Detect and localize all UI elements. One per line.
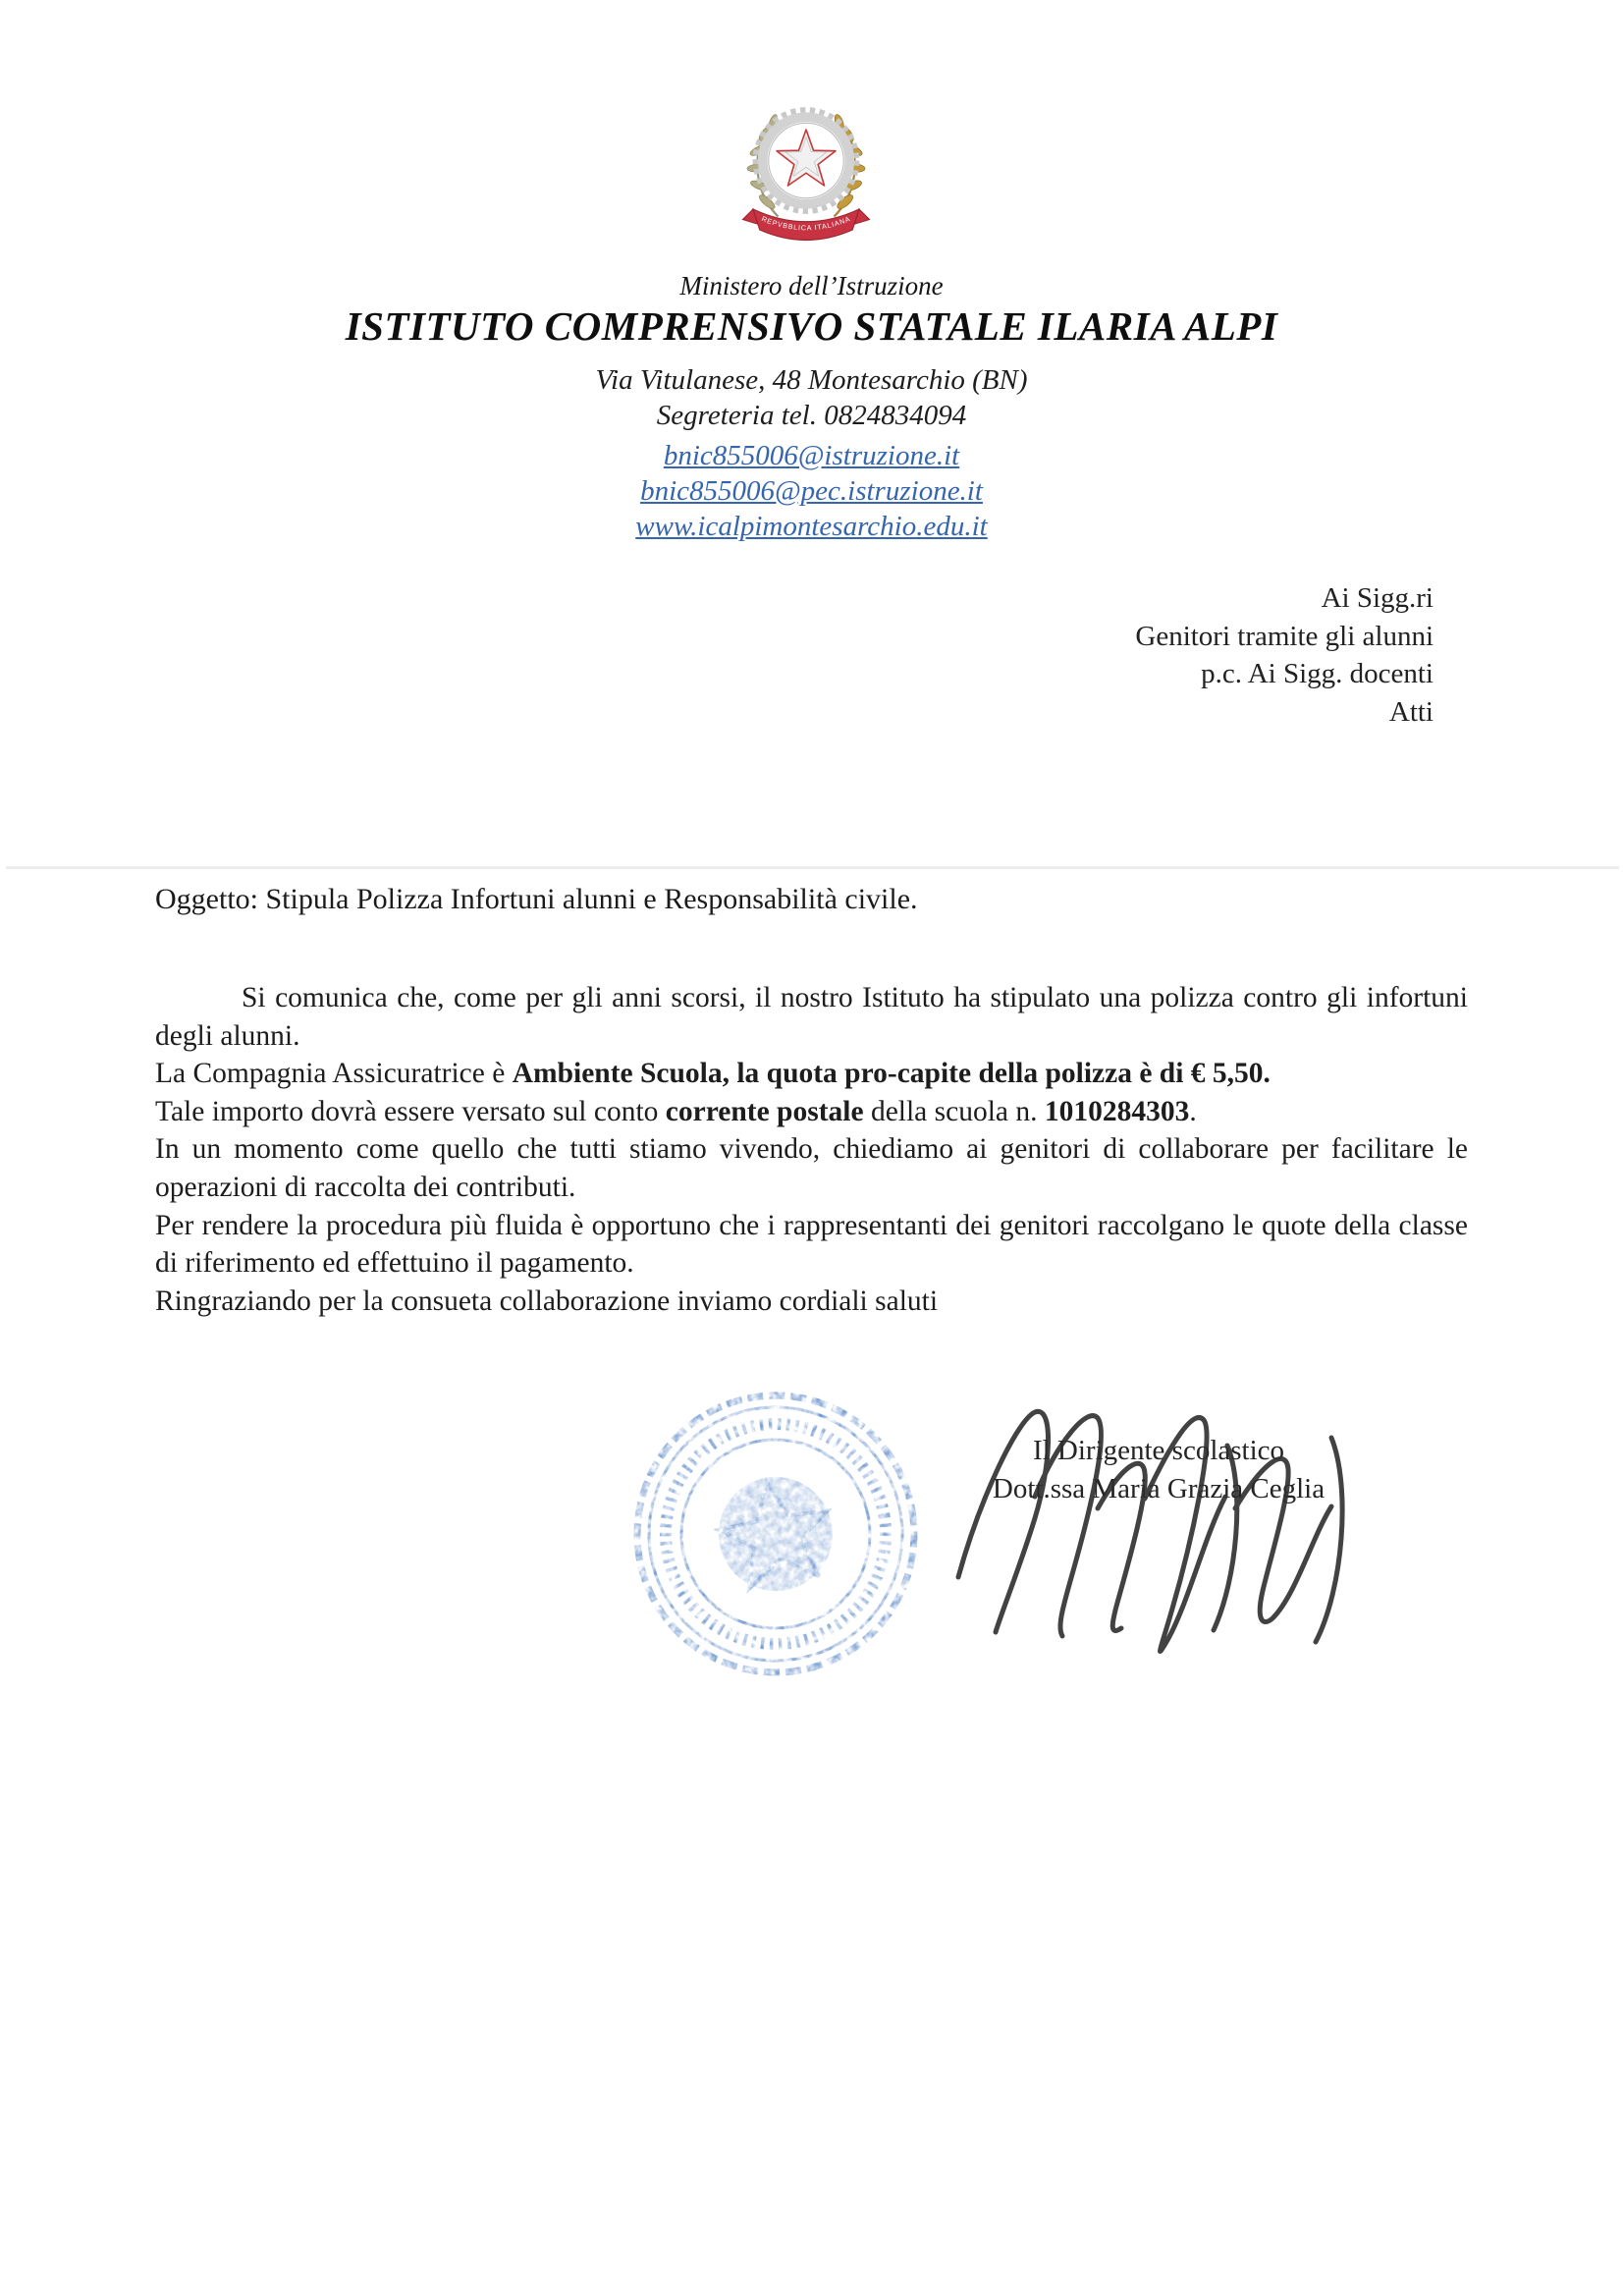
recipient-line: Atti bbox=[1388, 695, 1434, 728]
italian-republic-emblem-icon bbox=[732, 92, 880, 249]
scan-divider-line bbox=[6, 866, 1619, 869]
recipient-line: Genitori tramite gli alunni bbox=[1135, 620, 1434, 652]
recipient-line: p.c. Ai Sigg. docenti bbox=[1201, 658, 1434, 689]
signer-role: Il Dirigente scolastico bbox=[1032, 1435, 1285, 1466]
signer-name: Dott.ssa Maria Grazia Ceglia bbox=[992, 1473, 1325, 1504]
school-website-link[interactable]: www.icalpimontesarchio.edu.it bbox=[635, 511, 988, 542]
school-email-link[interactable]: bnic855006@istruzione.it bbox=[663, 440, 960, 471]
school-name: ISTITUTO COMPRENSIVO STATALE ILARIA ALPI bbox=[345, 303, 1278, 349]
school-pec-link[interactable]: bnic855006@pec.istruzione.it bbox=[640, 475, 983, 507]
body-paragraph: Tale importo dovrà essere versato sul conto corrente postale della scuola n. 1010284303. bbox=[155, 1095, 1197, 1127]
body-paragraph: In un momento come quello che tutti stiamo vivendo, chiediamo ai genitori di collaborare per facilitare le operazioni di raccolta dei contributi. bbox=[155, 1133, 1468, 1203]
phone-line: Segreteria tel. 0824834094 bbox=[656, 400, 967, 431]
school-stamp bbox=[628, 1387, 923, 1681]
header-links bbox=[0, 438, 1623, 544]
recipient-line: Ai Sigg.ri bbox=[1321, 582, 1434, 614]
subject-line: Oggetto: Stipula Polizza Infortuni alunni e Responsabilità civile. bbox=[155, 883, 918, 915]
body-paragraph: Si comunica che, come per gli anni scorsi, il nostro Istituto ha stipulato una polizza contro gli infortuni degli alunni. bbox=[155, 982, 1468, 1052]
ministry-line: Ministero dell’Istruzione bbox=[679, 271, 944, 301]
address-line: Via Vitulanese, 48 Montesarchio (BN) bbox=[595, 364, 1028, 396]
body-paragraph: Ringraziando per la consueta collaborazione inviamo cordiali saluti bbox=[155, 1285, 939, 1317]
handwritten-signature bbox=[941, 1381, 1402, 1675]
body-paragraph: La Compagnia Assicuratrice è Ambiente Scuola, la quota pro-capite della polizza è di € 5,50. bbox=[155, 1058, 1271, 1090]
body-paragraph: Per rendere la procedura più fluida è opportuno che i rappresentanti dei genitori raccolgano le quote della classe di riferimento ed effettuino il pagamento. bbox=[155, 1209, 1468, 1280]
emblem-ribbon-text: REPVBBLICA ITALIANA bbox=[760, 214, 852, 233]
letter-body bbox=[155, 979, 1468, 1320]
recipients-block bbox=[1135, 579, 1434, 731]
